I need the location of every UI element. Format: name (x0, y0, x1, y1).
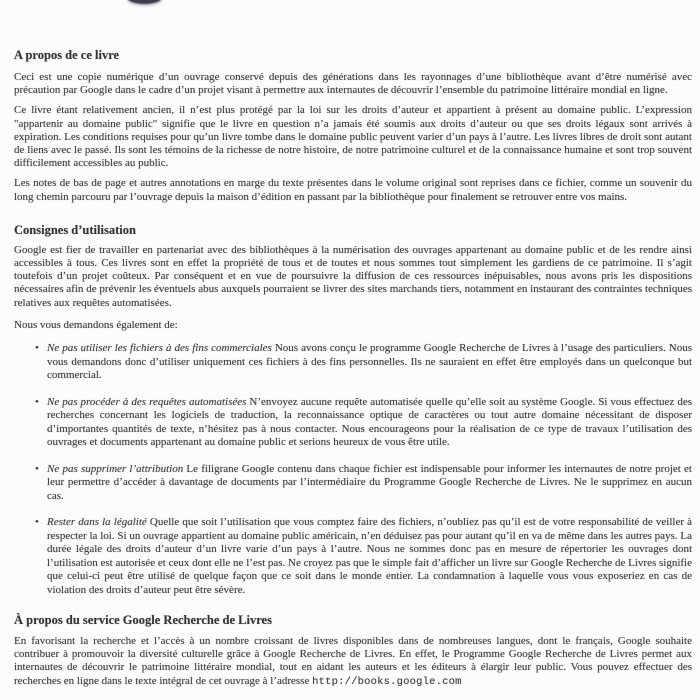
bullet-icon: • (35, 462, 39, 475)
list-item-stay-legal (14, 516, 692, 597)
bullet-lead-text: Ne pas utiliser les fichiers à des fins commerciales (47, 342, 272, 355)
section-heading-usage-guidelines: Consignes d’utilisation (14, 222, 136, 237)
paragraph-requests-intro: Nous vous demandons également de: (14, 318, 178, 331)
list-item-no-commercial-use (14, 342, 692, 383)
list-item-keep-attribution (14, 463, 692, 504)
guidelines-bullet-list (14, 342, 692, 597)
bullet-icon: • (35, 342, 39, 355)
paragraph-digital-copy: Ceci est une copie numérique d’un ouvrage conservé depuis des générations dans les rayonnages d’une bibliothèque avant d’être numérisé avec précaution par Google dans le cadre d’un projet visant à permettre aux internautes de découvrir l’ensemble du patrimoine littéraire mondial en ligne. (14, 71, 692, 97)
bullet-lead-text: Rester dans la légalité (47, 516, 147, 529)
books-google-url: http://books.google.com (312, 675, 462, 688)
paragraph-public-domain: Ce livre étant relativement ancien, il n’est plus protégé par la loi sur les droits d’auteur et appartient à présent au domaine public. L’expression "appartenir au domaine public" signifie que le livre en question n’a jamais été soumis aux droits d’auteur ou que ses droits légaux sont arrivés à expiration. Les conditions requises pour qu’un livre tombe dans le domaine public peuvent varier d’un pays à l’autre. Les livres libres de droit sont autant de liens avec le passé. Ils sont les témoins de la richesse de notre histoire, de notre patrimoine culturel et de la connaissance humaine et sont trop souvent difficilement accessibles au public. (14, 104, 692, 170)
paragraph-footnotes: Les notes de bas de page et autres annotations en marge du texte présentes dans le volume original sont reprises dans ce fichier, comme un souvenir du long chemin parcouru par l’ouvrage depuis la maison d’édition en passant par la bibliothèque pour finalement se retrouver entre vos mains. (14, 177, 692, 203)
bullet-icon: • (35, 516, 39, 529)
bullet-body-text: Quelle que soit l’utilisation que vous comptez faire des fichiers, n’oubliez pas qu’il est de votre responsabilité de veiller à respecter la loi. Si un ouvrage appartient au domaine public américain, n’en déduisez pas pour autant qu’il en va de même dans les autres pays. La durée légale des droits d’auteur d’un livre varie d’un pays à l’autre. Nous ne sommes donc pas en mesure de répertorier les ouvrages dont l’utilisation est autorisée et ceux dont elle ne l’est pas. Ne croyez pas que le simple fait d’afficher un livre sur Google Recherche de Livres signifie que celui-ci peut être utilisé de quelque façon que ce soit dans le monde entier. La condamnation à laquelle vous vous exposeriez en cas de violation des droits d’auteur peut être sévère. (47, 516, 692, 596)
section-heading-books-service: À propos du service Google Recherche de Livres (14, 613, 272, 628)
service-description-text: En favorisant la recherche et l’accès à un nombre croissant de livres disponibles dans de nombreuses langues, dont le français, Google souhaite contribuer à promouvoir la diversité culturelle grâce à Google Recherche de Livres. En effet, le Programme Google Recherche de Livres permet aux internautes de découvrir le patrimoine littéraire mondial, tout en aidant les auteurs et les éditeurs à élargir leur public. Vous pouvez effectuer des recherches en ligne dans le texte intégral de cet ouvrage à l’adresse (14, 635, 692, 687)
bullet-lead-text: Ne pas procéder à des requêtes automatisées (47, 395, 247, 408)
bullet-body-text: N’envoyez aucune requête automatisée quelle qu’elle soit au système Google. Si vous effectuez des recherches concernant les logiciels de traduction, la reconnaissance optique de caractères ou tout autre domaine nécessitant de disposer d’importantes quantités de texte, n’hésitez pas à nous contacter. Nous encourageons pour la réalisation de ce type de travaux l’utilisation des ouvrages et documents appartenant au domaine public et serions heureux de vous être utile. (47, 395, 693, 449)
paragraph-service-description (14, 635, 692, 689)
section-heading-about-book: A propos de ce livre (14, 48, 120, 62)
bullet-icon: • (35, 395, 39, 408)
paragraph-partnership: Google est fier de travailler en partenariat avec des bibliothèques à la numérisation des ouvrages appartenant au domaine public et de les rendre ainsi accessibles à tous. Ces livres sont en effet la propriété de tous et de toutes et nous sommes tout simplement les gardiens de ce patrimoine. Il s’agit toutefois d’un projet coûteux. Par conséquent et en vue de poursuivre la diffusion de ces ressources inépuisables, nous avons pris les dispositions nécessaires afin de prévenir les éventuels abus auxquels pourraient se livrer des sites marchands tiers, notamment en instaurant des contraintes techniques relatives aux requêtes automatisées. (14, 243, 692, 309)
bullet-lead-text: Ne pas supprimer l’attribution (47, 462, 184, 475)
bullet-body-text: Le filigrane Google contenu dans chaque fichier est indispensable pour informer les internautes de notre projet et leur permettre d’accéder à davantage de documents par l’intermédiaire du Programme Google Recherche de Livres. Ne le supprimez en aucun cas. (47, 462, 692, 502)
list-item-no-automated-queries (14, 396, 692, 450)
bullet-body-text: Nous avons conçu le programme Google Recherche de Livres à l’usage des particuliers. Nous vous demandons donc d’utiliser uniquement ces fichiers à des fins personnelles. Ils ne sauraient en effet être employés dans un quelconque but commercial. (47, 342, 693, 382)
